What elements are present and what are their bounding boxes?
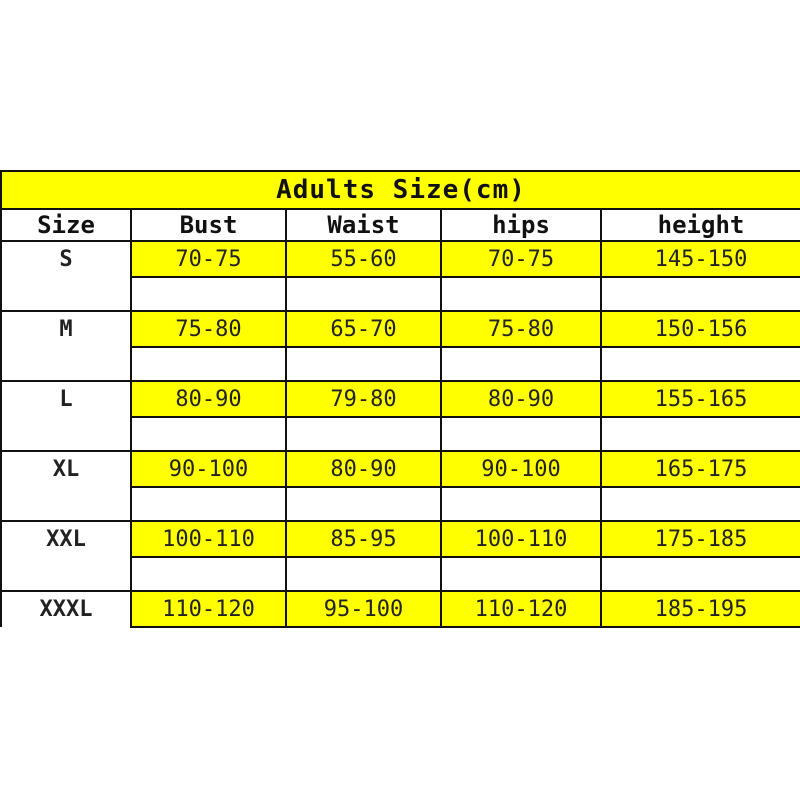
header-row: [1, 209, 800, 241]
empty-cell: [131, 557, 286, 591]
empty-cell: [1, 347, 131, 381]
empty-cell: [131, 277, 286, 311]
table-row: [1, 381, 800, 417]
size-label: XXXL: [1, 591, 131, 627]
waist-value: 79-80: [286, 381, 441, 417]
size-label: XXL: [1, 521, 131, 557]
empty-cell: [441, 557, 601, 591]
spacer-row: [1, 487, 800, 521]
empty-cell: [601, 277, 800, 311]
size-label: S: [1, 241, 131, 277]
spacer-row: [1, 557, 800, 591]
empty-cell: [601, 347, 800, 381]
height-value: 145-150: [601, 241, 800, 277]
waist-value: 55-60: [286, 241, 441, 277]
empty-cell: [286, 417, 441, 451]
empty-cell: [441, 487, 601, 521]
size-label: L: [1, 381, 131, 417]
empty-cell: [441, 277, 601, 311]
height-value: 155-165: [601, 381, 800, 417]
empty-cell: [1, 487, 131, 521]
height-value: 150-156: [601, 311, 800, 347]
bust-value: 80-90: [131, 381, 286, 417]
size-chart-body: [1, 171, 800, 627]
spacer-row: [1, 417, 800, 451]
empty-cell: [286, 557, 441, 591]
waist-value: 80-90: [286, 451, 441, 487]
bust-value: 90-100: [131, 451, 286, 487]
title-row: [1, 171, 800, 209]
spacer-row: [1, 347, 800, 381]
column-header-height: height: [601, 209, 800, 241]
empty-cell: [131, 487, 286, 521]
size-chart-table: [0, 170, 800, 628]
empty-cell: [131, 347, 286, 381]
hips-value: 100-110: [441, 521, 601, 557]
height-value: 175-185: [601, 521, 800, 557]
empty-cell: [286, 277, 441, 311]
size-label: M: [1, 311, 131, 347]
empty-cell: [601, 417, 800, 451]
empty-cell: [441, 417, 601, 451]
column-header-bust: Bust: [131, 209, 286, 241]
empty-cell: [286, 487, 441, 521]
empty-cell: [601, 487, 800, 521]
chart-title: Adults Size(cm): [1, 171, 800, 209]
hips-value: 90-100: [441, 451, 601, 487]
spacer-row: [1, 277, 800, 311]
empty-cell: [441, 347, 601, 381]
bust-value: 75-80: [131, 311, 286, 347]
empty-cell: [286, 347, 441, 381]
bust-value: 110-120: [131, 591, 286, 627]
hips-value: 70-75: [441, 241, 601, 277]
empty-cell: [601, 557, 800, 591]
hips-value: 80-90: [441, 381, 601, 417]
empty-cell: [1, 417, 131, 451]
table-row: [1, 241, 800, 277]
table-row: [1, 521, 800, 557]
hips-value: 110-120: [441, 591, 601, 627]
column-header-hips: hips: [441, 209, 601, 241]
height-value: 185-195: [601, 591, 800, 627]
bust-value: 100-110: [131, 521, 286, 557]
table-row: [1, 591, 800, 627]
size-label: XL: [1, 451, 131, 487]
table-row: [1, 311, 800, 347]
empty-cell: [1, 277, 131, 311]
empty-cell: [131, 417, 286, 451]
hips-value: 75-80: [441, 311, 601, 347]
waist-value: 65-70: [286, 311, 441, 347]
waist-value: 85-95: [286, 521, 441, 557]
empty-cell: [1, 557, 131, 591]
height-value: 165-175: [601, 451, 800, 487]
table-row: [1, 451, 800, 487]
bust-value: 70-75: [131, 241, 286, 277]
waist-value: 95-100: [286, 591, 441, 627]
column-header-waist: Waist: [286, 209, 441, 241]
column-header-size: Size: [1, 209, 131, 241]
